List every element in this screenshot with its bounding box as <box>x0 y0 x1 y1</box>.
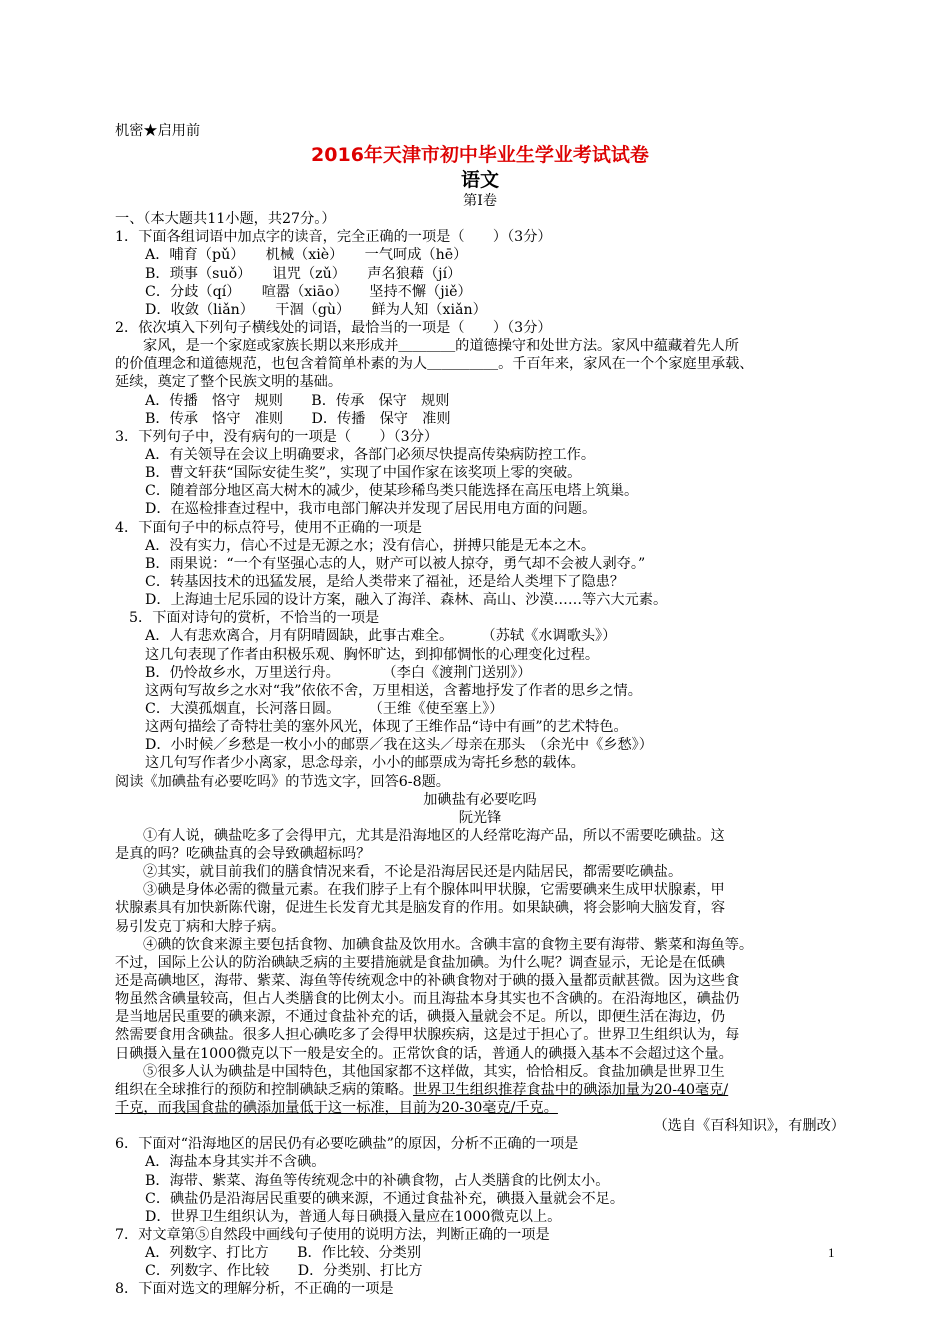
option-line: B．曹文轩获“国际安徒生奖”，实现了中国作家在该奖项上零的突破。 <box>145 465 582 482</box>
article-line: ④碘的饮食来源主要包括食物、加碘食盐及饮用水。含碘丰富的食物主要有海带、紫菜和海鱼等。 <box>143 936 754 953</box>
paragraph-line: 家风，是一个家庭或家族长期以来形成并＿＿＿＿的道德操守和处世方法。家风中蕴藏着先人所 <box>143 338 739 355</box>
article-title: 加碘盐有必要吃吗 <box>423 791 537 808</box>
underlined-sentence: 千克，而我国食盐的碘添加量低于这一标准，目前为20-30毫克/千克。 <box>115 1100 558 1117</box>
option-line: B．琐事（suǒ） 诅咒（zǔ） 声名狼藉（jí） <box>145 265 462 282</box>
page-number: 1 <box>828 1245 835 1260</box>
section-heading: 一、（本大题共11小题，共27分。） <box>115 211 336 228</box>
option-line: C．随着部分地区高大树木的减少，使某珍稀鸟类只能选择在高压电塔上筑巢。 <box>145 483 639 500</box>
article-line: 然需要食用含碘盐。很多人担心碘吃多了会得甲状腺疾病，这是过于担心了。世界卫生组织认为，每 <box>115 1027 740 1044</box>
option-line: D．在巡检排查过程中，我市电部门解决并发现了居民用电方面的问题。 <box>145 501 597 518</box>
option-line: A．有关领导在会议上明确要求，各部门必须尽快提高传染病防控工作。 <box>145 446 596 463</box>
article-line <box>115 1081 845 1099</box>
article-author: 阮光锋 <box>458 809 502 826</box>
question-7: 7．对文章第⑤自然段中画线句子使用的说明方法，判断正确的一项是 <box>115 1227 550 1244</box>
option-line: B．海带、紫菜、海鱼等传统观念中的补碘食物，占人类膳食的比例太小。 <box>145 1172 610 1189</box>
underlined-sentence: 世界卫生组织推荐食盐中的碘添加量为20-40毫克/ <box>412 1081 729 1098</box>
option-line: A．列数字、打比方 B．作比较、分类别 <box>145 1245 422 1262</box>
option-line: D．小时候／乡愁是一枚小小的邮票／我在这头／母亲在那头 （余光中《乡愁》） <box>145 737 653 754</box>
article-line: 不过，国际上公认的防治碘缺乏病的主要措施就是食盐加碘。为什么呢？调查显示，无论是在低碘 <box>115 954 726 971</box>
question-6: 6．下面对“沿海地区的居民仍有必要吃碘盐”的原因，分析不正确的一项是 <box>115 1136 579 1153</box>
option-line: B．雨果说：“一个有坚强心志的人，财产可以被人掠夺，勇气却不会被人剥夺。” <box>145 555 646 572</box>
question-2: 2．依次填入下列句子横线处的词语，最恰当的一项是（ ）（3分） <box>115 319 552 336</box>
volume-label: 第Ⅰ卷 <box>463 193 497 209</box>
option-line: C．大漠孤烟直，长河落日圆。 （王维《使至塞上》） <box>145 700 504 717</box>
option-line: A．海盐本身其实并不含碘。 <box>145 1154 326 1171</box>
reading-intro: 阅读《加碘盐有必要吃吗》的节选文字，回答6-8题。 <box>115 773 450 790</box>
option-line: A．人有悲欢离合，月有阴晴圆缺，此事古难全。 （苏轼《水调歌头》） <box>145 628 617 645</box>
article-line: 是当地居民重要的碘来源，不通过食盐补充的话，碘摄入量就会不足。所以，即便生活在海边，仍 <box>115 1009 726 1026</box>
question-3: 3．下列句子中，没有病句的一项是（ ）（3分） <box>115 428 439 445</box>
article-line: ②其实，就目前我们的膳食情况来看，不论是沿海居民还是内陆居民，都需要吃碘盐。 <box>143 864 683 881</box>
option-line: B．传承 恪守 准则 D．传播 保守 准则 <box>145 410 451 427</box>
option-line: D．收敛（liǎn） 干涸（gù） 鲜为人知（xiǎn） <box>145 301 487 318</box>
article-source: （选自《百科知识》，有删改） <box>653 1118 845 1135</box>
analysis-line: 这几句写作者少小离家，思念母亲，小小的邮票成为寄托乡愁的载体。 <box>145 755 585 772</box>
article-line: 还是高碘地区，海带、紫菜、海鱼等传统观念中的补碘食物对于碘的摄入量都贡献甚微。因为这些食 <box>115 973 740 990</box>
paragraph-line: 的价值理念和道德规范，也包含着简单朴素的为人＿＿＿＿＿。千百年来，家风在一个个家庭里承载、 <box>115 356 754 373</box>
option-line: C．列数字、作比较 D．分类别、打比方 <box>145 1263 423 1280</box>
option-line: C．分歧（qí） 喧嚣（xiāo） 坚持不懈（jiě） <box>145 283 472 300</box>
option-line: A．没有实力，信心不过是无源之水；没有信心，拼搏只能是无本之木。 <box>145 537 596 554</box>
article-line: ③碘是身体必需的微量元素。在我们脖子上有个腺体叫甲状腺，它需要碘来生成甲状腺素，甲 <box>143 882 725 899</box>
analysis-line: 这几句表现了作者由积极乐观、胸怀旷达，到抑郁惆怅的心理变化过程。 <box>145 646 600 663</box>
article-line: 物虽然含碘量较高，但占人类膳食的比例太小。而且海盐本身其实也不含碘的。在沿海地区，碘盐仍 <box>115 991 740 1008</box>
article-line: 日碘摄入量在1000微克以下一般是安全的。正常饮食的话，普通人的碘摄入基本不会超过这个量。 <box>115 1045 733 1062</box>
article-line: ⑤很多人认为碘盐是中国特色，其他国家都不这样做，其实，恰恰相反。食盐加碘是世界卫生 <box>143 1063 725 1080</box>
question-1: 1．下面各组词语中加点字的读音，完全正确的一项是（ ）（3分） <box>115 229 552 246</box>
option-line: C．碘盐仍是沿海居民重要的碘来源，不通过食盐补充，碘摄入量就会不足。 <box>145 1190 625 1207</box>
analysis-line: 这两句描绘了奇特壮美的塞外风光，体现了王维作品“诗中有画”的艺术特色。 <box>145 719 628 736</box>
article-line: ①有人说，碘盐吃多了会得甲亢，尤其是沿海地区的人经常吃海产品，所以不需要吃碘盐。这 <box>143 827 725 844</box>
option-line: B．仍怜故乡水，万里送行舟。 （李白《渡荆门送别》） <box>145 664 532 681</box>
secret-label: 机密★启用前 <box>115 123 201 139</box>
article-line: 状腺素具有加快新陈代谢，促进生长发育尤其是脑发育的作用。如果缺碘，将会影响大脑发育，容 <box>115 900 726 917</box>
article-line: 易引发克丁病和大脖子病。 <box>115 918 286 935</box>
subject-title: 语文 <box>460 169 499 191</box>
paragraph-line: 延续，奠定了整个民族文明的基础。 <box>115 374 343 391</box>
option-line: C．转基因技术的迅猛发展，是给人类带来了福祉，还是给人类埋下了隐患？ <box>145 573 625 590</box>
option-line: A．传播 恪守 规则 B．传承 保守 规则 <box>145 392 450 409</box>
exam-title: 2016年天津市初中毕业生学业考试试卷 <box>311 144 649 166</box>
question-4: 4．下面句子中的标点符号，使用不正确的一项是 <box>115 519 422 536</box>
option-line: D．世界卫生组织认为，普通人每日碘摄入量应在1000微克以上。 <box>145 1208 562 1225</box>
option-line: D．上海迪士尼乐园的设计方案，融入了海洋、森林、高山、沙漠……等六大元素。 <box>145 592 668 609</box>
option-line: A．哺育（pǔ） 机械（xiè） 一气呵成（hē） <box>145 247 468 264</box>
article-line: 是真的吗？吃碘盐真的会导致碘超标吗？ <box>115 846 371 863</box>
analysis-line: 这两句写故乡之水对“我”依依不舍，万里相送，含蓄地抒发了作者的思乡之情。 <box>145 682 642 699</box>
article-text: 组织在全球推行的预防和控制碘缺乏病的策略。 <box>115 1081 413 1098</box>
question-8: 8．下面对选文的理解分析，不正确的一项是 <box>115 1281 394 1298</box>
exam-page <box>115 120 845 1299</box>
question-5: 5．下面对诗句的赏析，不恰当的一项是 <box>129 610 380 627</box>
